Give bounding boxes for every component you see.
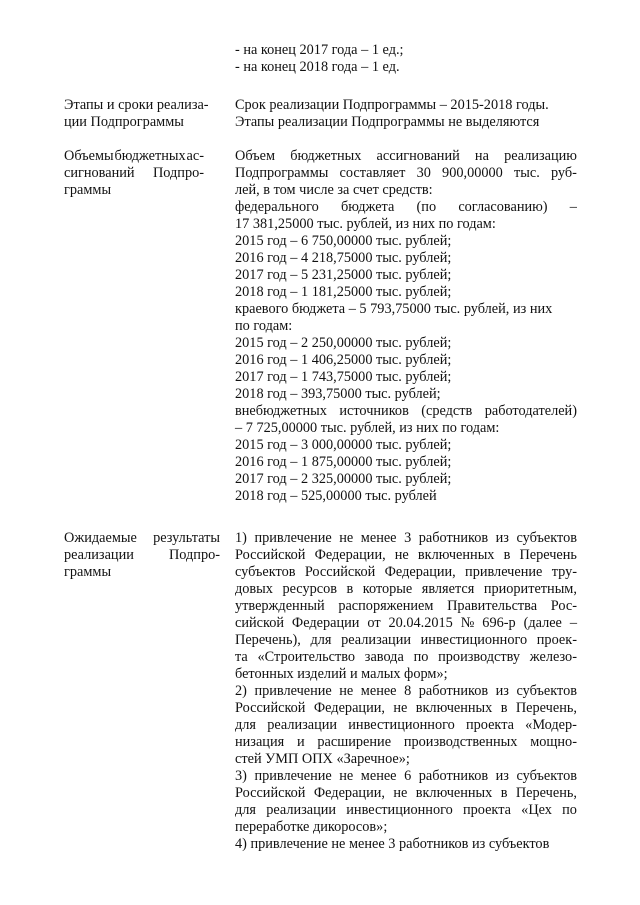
section-text-line: 2017 год – 5 231,25000 тыс. рублей; (235, 267, 452, 283)
word: привлечение (465, 564, 543, 580)
word: Перечень (519, 547, 577, 563)
section-text-line (235, 734, 577, 751)
section-label-line (64, 547, 220, 564)
section-text-line (235, 785, 577, 802)
word: инвестиционного (346, 802, 453, 818)
word: Рос- (550, 598, 577, 614)
word: не (339, 530, 354, 546)
word: менее (360, 530, 397, 546)
section-text-line: 2018 год – 525,00000 тыс. рублей (235, 488, 437, 504)
word: приоритетным, (483, 581, 577, 597)
word: производству (438, 649, 521, 665)
word: Перечень, (515, 700, 577, 716)
word: сийской (235, 615, 285, 631)
section-text-line: 2015 год – 2 250,00000 тыс. рублей; (235, 335, 452, 351)
word: 30 (416, 165, 431, 181)
section-text-line: 17 381,25000 тыс. рублей, из них по годам: (235, 216, 496, 232)
word: 1) (235, 530, 247, 546)
section-text-line: 2017 год – 1 743,75000 тыс. рублей; (235, 369, 452, 385)
section-text-line (235, 598, 577, 615)
word: Российской (235, 785, 306, 801)
word: 6 (404, 768, 412, 784)
section-text-line: бетонных изделий и малых форм»; (235, 666, 448, 682)
word: не (393, 700, 408, 716)
word: составляет (339, 165, 406, 181)
word: в (503, 547, 511, 563)
continuation-line: - на конец 2018 года – 1 ед. (235, 59, 400, 75)
word: «Модер- (525, 717, 577, 733)
word: Российской (304, 564, 376, 580)
section-text-line: 4) привлечение не менее 3 работников из субъектов (235, 836, 550, 852)
word: 3 (404, 530, 412, 546)
word: менее (360, 768, 397, 784)
word: та (235, 649, 248, 665)
word: внебюджетных (235, 403, 327, 419)
word: тру- (551, 564, 577, 580)
word: привлечение (254, 768, 332, 784)
section-text-line: Этапы реализации Подпрограммы не выделяются (235, 114, 540, 130)
word: из (495, 768, 509, 784)
section-text-line (235, 649, 577, 666)
word: результаты (153, 530, 220, 546)
word: (по (416, 199, 437, 215)
section-label-line: Этапы и сроки реализа- (64, 97, 209, 113)
word: по (413, 649, 429, 665)
section-text-line (235, 165, 577, 182)
word: из (495, 530, 509, 546)
word: для (235, 717, 256, 733)
section-text-line: 2018 год – 1 181,25000 тыс. рублей; (235, 284, 452, 300)
word: работников (418, 683, 489, 699)
section-text-line (235, 547, 577, 564)
word: № (460, 615, 475, 631)
word: 20.04.2015 (388, 615, 453, 631)
word: на (474, 148, 489, 164)
word: довых (235, 581, 273, 597)
section-label-line (64, 530, 220, 547)
word: железо- (529, 649, 577, 665)
section-text-line (235, 632, 577, 649)
word: в (500, 700, 508, 716)
word: бюджетных (114, 148, 186, 164)
section-text-line (235, 615, 577, 632)
continuation-line: - на конец 2017 года – 1 ед.; (235, 42, 404, 58)
word: источников (339, 403, 409, 419)
word: реализацию (504, 148, 577, 164)
word: (средств (421, 403, 473, 419)
word: является (421, 581, 475, 597)
section-text-line (235, 768, 577, 785)
word: работодателей) (484, 403, 577, 419)
section-text-line: 2015 год – 3 000,00000 тыс. рублей; (235, 437, 452, 453)
section-text-line: 2017 год – 2 325,00000 тыс. рублей; (235, 471, 452, 487)
section-text-line (235, 717, 577, 734)
word: Российской (235, 700, 306, 716)
section-text-line: 2016 год – 1 875,00000 тыс. рублей; (235, 454, 452, 470)
word: бюджетных (290, 148, 362, 164)
word: «Строительство (257, 649, 356, 665)
section-text-line: 2015 год – 6 750,00000 тыс. рублей; (235, 233, 452, 249)
word: согласованию) (458, 199, 548, 215)
word: 3) (235, 768, 247, 784)
word: привлечение (254, 683, 332, 699)
word: проекта (465, 717, 514, 733)
section-label-line: ции Подпрограммы (64, 114, 184, 130)
section-text-line: переработке дикоросов»; (235, 819, 388, 835)
word: работников (418, 768, 489, 784)
section-text-line (235, 802, 577, 819)
word: проекта (462, 802, 511, 818)
section-label-line: граммы (64, 564, 112, 580)
word: для (235, 802, 256, 818)
word: сигнований (64, 165, 135, 181)
word: руб- (550, 165, 577, 181)
word: Федерации, (384, 564, 456, 580)
word: (далее (523, 615, 562, 631)
word: производственных (403, 734, 518, 750)
section-text-line (235, 403, 577, 420)
word: Федерации, (313, 785, 385, 801)
word: включенных (415, 785, 493, 801)
word: Перечень, (515, 785, 577, 801)
word: завода (364, 649, 404, 665)
section-text-line (235, 530, 577, 547)
section-text-line: стей УМП ОПХ «Заречное»; (235, 751, 410, 767)
word: в (346, 581, 354, 597)
word: Объем (235, 148, 276, 164)
word: включенных (415, 700, 493, 716)
section-label-line (64, 165, 204, 182)
word: «Цех (521, 802, 552, 818)
word: утвержденный (235, 598, 325, 614)
word: тыс. (514, 165, 540, 181)
section-text-line: краевого бюджета – 5 793,75000 тыс. рублей, из них (235, 301, 553, 317)
word: Перечень), (235, 632, 301, 648)
word: инвестиционного (420, 632, 528, 648)
word: – (569, 199, 577, 215)
word: менее (360, 683, 397, 699)
word: не (339, 683, 354, 699)
word: не (393, 785, 408, 801)
word: включенных (417, 547, 495, 563)
word: субъектов (516, 768, 577, 784)
word: бюджета (341, 199, 395, 215)
word: субъектов (516, 683, 577, 699)
word: мощно- (530, 734, 577, 750)
word: Объемы (64, 148, 114, 164)
section-text-line (235, 581, 577, 598)
word: расширение (317, 734, 392, 750)
word: из (495, 683, 509, 699)
word: 8 (404, 683, 412, 699)
word: ресурсов (282, 581, 337, 597)
word: реализации (341, 632, 412, 648)
word: проек- (536, 632, 577, 648)
word: Правительства (447, 598, 538, 614)
section-text-line (235, 683, 577, 700)
section-text-line: по годам: (235, 318, 293, 334)
word: Подпро- (152, 165, 204, 181)
section-text-line: – 7 725,00000 тыс. рублей, из них по годам: (235, 420, 500, 436)
section-text-line: лей, в том числе за счет средств: (235, 182, 433, 198)
word: Ожидаемые (64, 530, 137, 546)
word: Подпрограммы (235, 165, 329, 181)
section-label-line (64, 148, 204, 165)
section-text-line: Срок реализации Подпрограммы – 2015-2018 годы. (235, 97, 549, 113)
word: работников (418, 530, 489, 546)
word: ас- (186, 148, 204, 164)
section-text-line: 2016 год – 4 218,75000 тыс. рублей; (235, 250, 452, 266)
word: Федерации (291, 615, 360, 631)
word: реализации (267, 717, 338, 733)
word: ассигнований (376, 148, 460, 164)
word: Российской (235, 547, 306, 563)
section-text-line (235, 148, 577, 165)
word: 900,00000 (442, 165, 503, 181)
word: реализации (64, 547, 134, 563)
word: – (569, 615, 577, 631)
word: и (296, 734, 305, 750)
word: Подпро- (168, 547, 220, 563)
word: федерального (235, 199, 319, 215)
word: привлечение (254, 530, 332, 546)
word: по (562, 802, 577, 818)
word: инвестиционного (348, 717, 455, 733)
word: 2) (235, 683, 247, 699)
section-text-line (235, 199, 577, 216)
word: низация (235, 734, 285, 750)
word: Федерации, (314, 547, 386, 563)
section-label-line: граммы (64, 182, 112, 198)
word: субъектов (235, 564, 296, 580)
word: для (310, 632, 332, 648)
word: в (500, 785, 508, 801)
word: Федерации, (313, 700, 385, 716)
word: субъектов (516, 530, 577, 546)
word: от (367, 615, 381, 631)
section-text-line (235, 564, 577, 581)
word: которые (362, 581, 413, 597)
section-text-line (235, 700, 577, 717)
word: распоряжением (338, 598, 434, 614)
word: 696-р (482, 615, 516, 631)
section-text-line: 2018 год – 393,75000 тыс. рублей; (235, 386, 441, 402)
word: реализации (266, 802, 337, 818)
word: не (339, 768, 354, 784)
word: не (394, 547, 409, 563)
section-text-line: 2016 год – 1 406,25000 тыс. рублей; (235, 352, 452, 368)
